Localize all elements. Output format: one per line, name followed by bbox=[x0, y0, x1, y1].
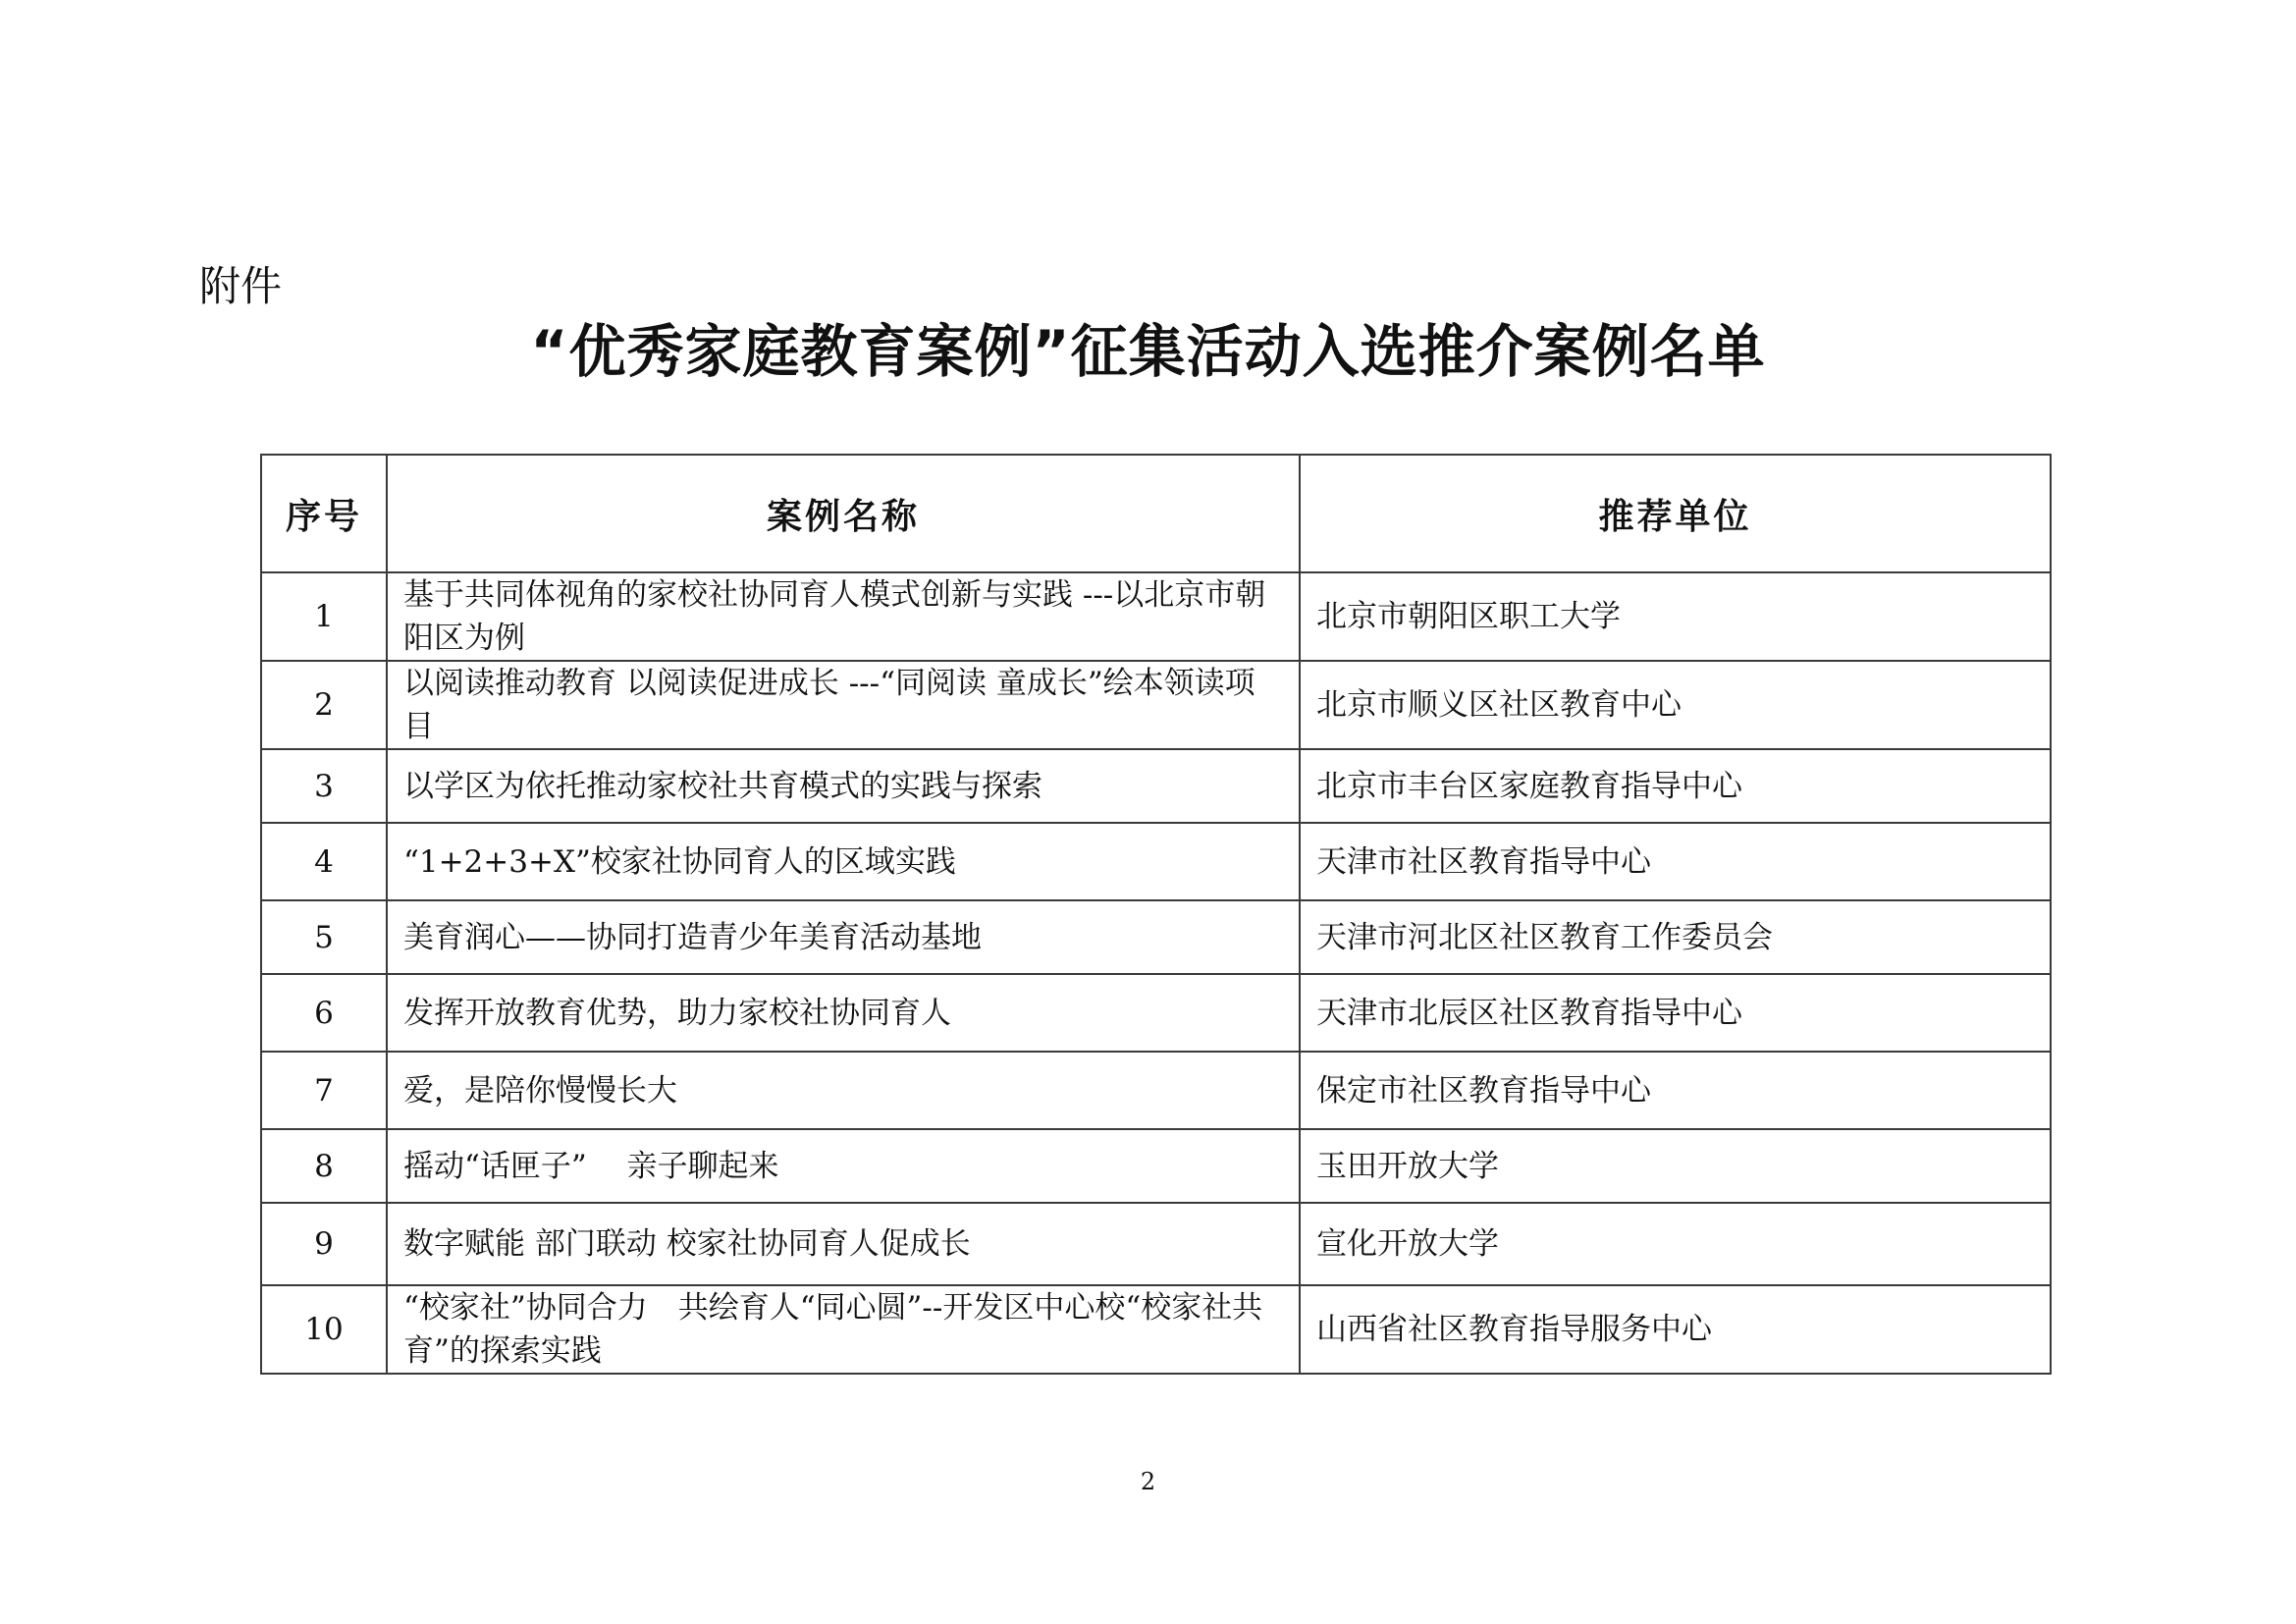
row-serial-number: 1 bbox=[261, 572, 387, 661]
row-serial-number: 9 bbox=[261, 1203, 387, 1285]
row-case-name: “1+2+3+X”校家社协同育人的区域实践 bbox=[387, 823, 1300, 900]
row-recommending-unit: 山西省社区教育指导服务中心 bbox=[1300, 1285, 2051, 1374]
table-row bbox=[261, 900, 2051, 974]
table-row bbox=[261, 1203, 2051, 1285]
attachment-label: 附件 bbox=[199, 262, 283, 310]
row-recommending-unit: 保定市社区教育指导中心 bbox=[1300, 1052, 2051, 1129]
case-list-table bbox=[260, 454, 2052, 1375]
table-row bbox=[261, 1285, 2051, 1374]
row-serial-number: 8 bbox=[261, 1129, 387, 1203]
row-recommending-unit: 天津市社区教育指导中心 bbox=[1300, 823, 2051, 900]
row-case-name: 以阅读推动教育 以阅读促进成长 ---“同阅读 童成长”绘本领读项目 bbox=[387, 661, 1300, 749]
row-case-name: 摇动“话匣子” 亲子聊起来 bbox=[387, 1129, 1300, 1203]
table-row bbox=[261, 974, 2051, 1052]
header-recommending-unit: 推荐单位 bbox=[1300, 455, 2051, 572]
row-serial-number: 3 bbox=[261, 749, 387, 823]
table-row bbox=[261, 572, 2051, 661]
table-row bbox=[261, 749, 2051, 823]
document-title: “优秀家庭教育案例”征集活动入选推介案例名单 bbox=[530, 318, 1766, 385]
row-recommending-unit: 北京市顺义区社区教育中心 bbox=[1300, 661, 2051, 749]
row-case-name: 基于共同体视角的家校社协同育人模式创新与实践 ---以北京市朝阳区为例 bbox=[387, 572, 1300, 661]
row-case-name: “校家社”协同合力 共绘育人“同心圆”--开发区中心校“校家社共育”的探索实践 bbox=[387, 1285, 1300, 1374]
row-recommending-unit: 天津市北辰区社区教育指导中心 bbox=[1300, 974, 2051, 1052]
table-row bbox=[261, 1129, 2051, 1203]
table-row bbox=[261, 823, 2051, 900]
row-case-name: 数字赋能 部门联动 校家社协同育人促成长 bbox=[387, 1203, 1300, 1285]
header-case-name: 案例名称 bbox=[387, 455, 1300, 572]
row-recommending-unit: 北京市朝阳区职工大学 bbox=[1300, 572, 2051, 661]
row-recommending-unit: 玉田开放大学 bbox=[1300, 1129, 2051, 1203]
header-serial-number: 序号 bbox=[261, 455, 387, 572]
row-serial-number: 6 bbox=[261, 974, 387, 1052]
row-case-name: 以学区为依托推动家校社共育模式的实践与探索 bbox=[387, 749, 1300, 823]
page-number: 2 bbox=[1140, 1468, 1156, 1495]
table-header-row bbox=[261, 455, 2051, 572]
row-serial-number: 5 bbox=[261, 900, 387, 974]
row-case-name: 爱，是陪你慢慢长大 bbox=[387, 1052, 1300, 1129]
row-case-name: 美育润心——协同打造青少年美育活动基地 bbox=[387, 900, 1300, 974]
row-serial-number: 7 bbox=[261, 1052, 387, 1129]
row-recommending-unit: 天津市河北区社区教育工作委员会 bbox=[1300, 900, 2051, 974]
table-row bbox=[261, 661, 2051, 749]
row-recommending-unit: 北京市丰台区家庭教育指导中心 bbox=[1300, 749, 2051, 823]
row-serial-number: 10 bbox=[261, 1285, 387, 1374]
row-recommending-unit: 宣化开放大学 bbox=[1300, 1203, 2051, 1285]
row-serial-number: 2 bbox=[261, 661, 387, 749]
table-row bbox=[261, 1052, 2051, 1129]
row-serial-number: 4 bbox=[261, 823, 387, 900]
row-case-name: 发挥开放教育优势，助力家校社协同育人 bbox=[387, 974, 1300, 1052]
